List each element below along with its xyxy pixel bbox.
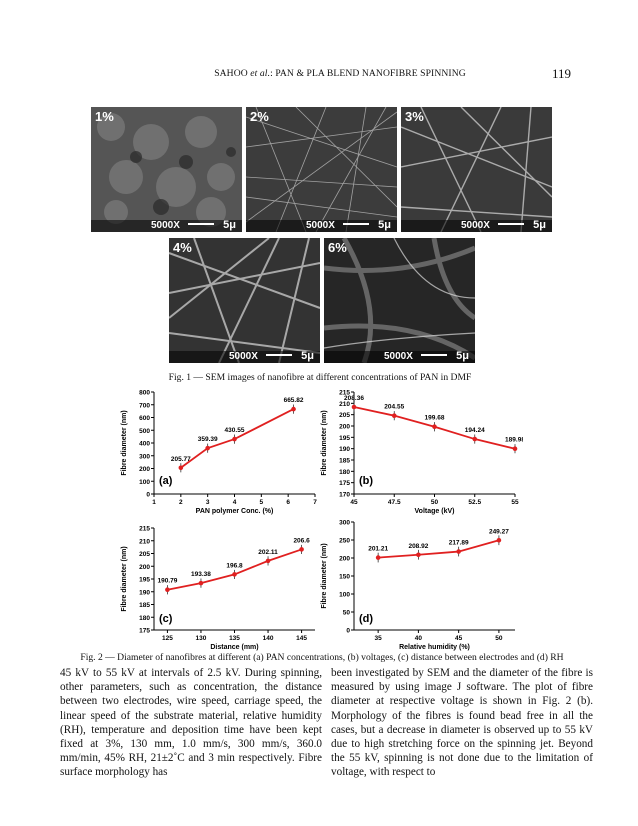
data-point — [299, 547, 304, 552]
x-tick-label: 52.5 — [468, 499, 482, 506]
data-label: 193.38 — [191, 571, 211, 579]
scale-bar — [188, 223, 214, 225]
chart-d — [318, 516, 523, 652]
data-point — [165, 587, 170, 592]
sem-texture — [401, 107, 552, 232]
x-tick-label: 47.5 — [387, 499, 401, 506]
scale-label: 5μ — [378, 219, 391, 231]
x-tick-label: 3 — [205, 499, 210, 506]
data-point — [232, 572, 237, 577]
sem-panel — [401, 107, 552, 232]
y-tick-label: 400 — [139, 440, 150, 448]
data-point — [416, 552, 421, 557]
magnification: 5000X — [461, 220, 490, 231]
data-point — [456, 549, 461, 554]
x-tick-label: 40 — [414, 635, 423, 642]
y-axis-label: Fibre diameter (nm) — [321, 410, 328, 476]
sem-panel — [91, 107, 242, 232]
data-label: 359.39 — [197, 436, 218, 444]
y-tick-label: 195 — [139, 576, 150, 584]
x-tick-label: 5 — [259, 499, 264, 506]
sem-panel — [246, 107, 397, 232]
y-tick-label: 215 — [339, 389, 350, 397]
x-tick-label: 4 — [232, 499, 237, 506]
y-tick-label: 190 — [139, 589, 150, 597]
x-tick-label: 45 — [455, 635, 463, 642]
panel-label: (c) — [159, 613, 173, 625]
scale-label: 5μ — [533, 219, 546, 231]
data-point — [472, 437, 477, 442]
data-label: 205.77 — [170, 455, 191, 463]
y-tick-label: 185 — [339, 457, 350, 465]
y-tick-label: 195 — [339, 434, 350, 442]
scale-bar — [266, 354, 292, 356]
data-label: 189.98 — [505, 436, 523, 444]
sem-panel — [169, 238, 320, 363]
y-tick-label: 600 — [139, 415, 150, 422]
data-point — [291, 407, 296, 412]
y-tick-label: 190 — [339, 446, 350, 454]
x-tick-label: 145 — [296, 635, 308, 642]
y-tick-label: 0 — [346, 627, 350, 635]
x-tick-label: 130 — [195, 635, 207, 642]
data-point — [392, 413, 397, 418]
scale-label: 5μ — [223, 219, 236, 231]
x-tick-label: 50 — [430, 499, 439, 506]
x-axis-label: Relative humidity (%) — [399, 644, 470, 651]
chart-c — [118, 522, 323, 652]
magnification: 5000X — [384, 351, 413, 362]
scale-label: 5μ — [456, 350, 469, 362]
y-tick-label: 800 — [139, 389, 150, 397]
y-tick-label: 205 — [139, 551, 150, 558]
y-tick-label: 100 — [139, 478, 150, 486]
sem-label: 4% — [173, 240, 192, 255]
data-label: 217.89 — [448, 539, 469, 547]
data-point — [513, 446, 518, 451]
x-tick-label: 50 — [495, 635, 503, 642]
x-axis-label: Distance (mm) — [210, 644, 259, 651]
x-axis-label: PAN polymer Conc. (%) — [195, 508, 274, 515]
sem-texture — [91, 107, 242, 232]
scale-label: 5μ — [301, 350, 314, 362]
y-tick-label: 300 — [139, 453, 150, 461]
x-tick-label: 7 — [313, 499, 317, 506]
scale-bar — [343, 223, 369, 225]
y-tick-label: 500 — [139, 427, 150, 435]
x-tick-label: 6 — [286, 499, 290, 506]
x-tick-label: 125 — [161, 635, 173, 642]
y-tick-label: 200 — [139, 466, 150, 473]
running-header — [0, 66, 638, 82]
y-tick-label: 300 — [339, 519, 350, 527]
y-tick-label: 200 — [339, 555, 350, 563]
y-tick-label: 100 — [339, 591, 350, 599]
sem-label: 6% — [328, 240, 347, 255]
data-label: 201.21 — [368, 545, 389, 553]
x-tick-label: 2 — [179, 499, 183, 506]
data-label: 430.55 — [224, 427, 245, 435]
sem-texture — [169, 238, 320, 363]
sem-label: 2% — [250, 109, 269, 124]
sem-label: 1% — [95, 109, 114, 124]
page-number: 119 — [551, 66, 571, 81]
x-tick-label: 135 — [229, 635, 240, 642]
paragraph: been investigated by SEM and the diameter of the fibre is measured by using image J software. The plot of fibre diameter at respective voltage is shown in Fig. 2 (b). Morphology of the fibres is found bead free in all the cases, but a decrease in diameter is observed up to 55 kV due to high stretching force on the spinning jet. Beyond the 55 kV, spinning is not done due to the limitation of voltage, with respect to — [331, 667, 593, 779]
data-point — [352, 405, 357, 410]
y-tick-label: 175 — [339, 480, 350, 488]
body-column-right — [331, 666, 593, 780]
data-point — [232, 437, 237, 442]
body-column-left — [60, 666, 322, 780]
sem-texture — [324, 238, 475, 363]
data-label: 194.24 — [464, 427, 485, 435]
magnification: 5000X — [306, 220, 335, 231]
y-tick-label: 180 — [139, 614, 150, 622]
scale-bar — [421, 354, 447, 356]
data-label: 665.82 — [283, 397, 304, 405]
running-title: SAHOO et al.: PAN & PLA BLEND NANOFIBRE SPINNING — [214, 68, 466, 79]
data-label: 204.55 — [384, 403, 405, 411]
paragraph: 45 kV to 55 kV at intervals of 2.5 kV. During spinning, other parameters, such as concentration, the distance between two electrodes, wire speed, carriage speed, the linear speed of the substrate material, relative humidity (RH), temperature and deposition time have been kept fixed at 3%, 130 mm, 1.0 mm/s, 300 mm/s, 360.0 mm/min, 45% RH, 21±2˚C and 3 min respectively. Fibre surface morphology has — [60, 667, 322, 779]
data-label: 206.6 — [293, 537, 310, 545]
y-tick-label: 150 — [339, 573, 350, 581]
chart-a — [118, 386, 323, 516]
y-tick-label: 215 — [139, 525, 150, 533]
scale-bar — [498, 223, 524, 225]
x-tick-label: 140 — [262, 635, 274, 642]
y-tick-label: 200 — [339, 423, 350, 431]
y-tick-label: 700 — [139, 402, 150, 410]
y-axis-label: Fibre diameter (nm) — [321, 543, 328, 609]
data-point — [376, 555, 381, 560]
y-tick-label: 205 — [339, 412, 350, 420]
panel-label: (d) — [359, 613, 374, 625]
fig2-caption: Fig. 2 — Diameter of nanofibres at different (a) PAN concentrations, (b) voltages, (c) distance between electrodes and (d) RH — [80, 652, 564, 663]
y-tick-label: 250 — [339, 537, 350, 545]
data-label: 196.8 — [226, 562, 243, 570]
data-point — [205, 446, 210, 451]
sem-panel — [324, 238, 475, 363]
series-line — [378, 540, 499, 557]
x-tick-label: 1 — [152, 499, 156, 506]
sem-label: 3% — [405, 109, 424, 124]
y-axis-label: Fibre diameter (nm) — [121, 546, 128, 612]
x-tick-label: 55 — [511, 499, 519, 506]
magnification: 5000X — [151, 220, 180, 231]
x-tick-label: 45 — [350, 499, 358, 506]
data-label: 190.79 — [157, 577, 178, 585]
x-tick-label: 35 — [374, 635, 382, 642]
y-tick-label: 185 — [139, 602, 150, 609]
data-label: 249.27 — [488, 528, 509, 536]
data-point — [266, 559, 271, 564]
y-tick-label: 170 — [339, 491, 350, 499]
y-tick-label: 175 — [139, 627, 150, 635]
data-label: 208.36 — [344, 395, 364, 403]
y-tick-label: 180 — [339, 468, 350, 476]
sem-texture — [246, 107, 397, 232]
x-axis-label: Voltage (kV) — [414, 508, 455, 515]
y-tick-label: 50 — [342, 609, 350, 617]
y-tick-label: 210 — [339, 400, 350, 408]
data-point — [432, 424, 437, 429]
data-label: 199.68 — [424, 414, 445, 422]
series-line — [167, 549, 301, 589]
data-point — [497, 538, 502, 543]
panel-label: (a) — [159, 475, 173, 487]
y-tick-label: 210 — [139, 538, 150, 546]
chart-b — [318, 386, 523, 516]
data-label: 208.92 — [408, 542, 429, 550]
magnification: 5000X — [229, 351, 258, 362]
data-label: 202.11 — [258, 548, 278, 556]
data-point — [179, 465, 184, 470]
panel-label: (b) — [359, 475, 374, 487]
fig1-caption: Fig. 1 — SEM images of nanofibre at different concentrations of PAN in DMF — [168, 372, 472, 383]
y-tick-label: 200 — [139, 563, 150, 571]
data-point — [199, 581, 204, 586]
y-tick-label: 0 — [146, 491, 150, 499]
y-axis-label: Fibre diameter (nm) — [121, 410, 128, 476]
